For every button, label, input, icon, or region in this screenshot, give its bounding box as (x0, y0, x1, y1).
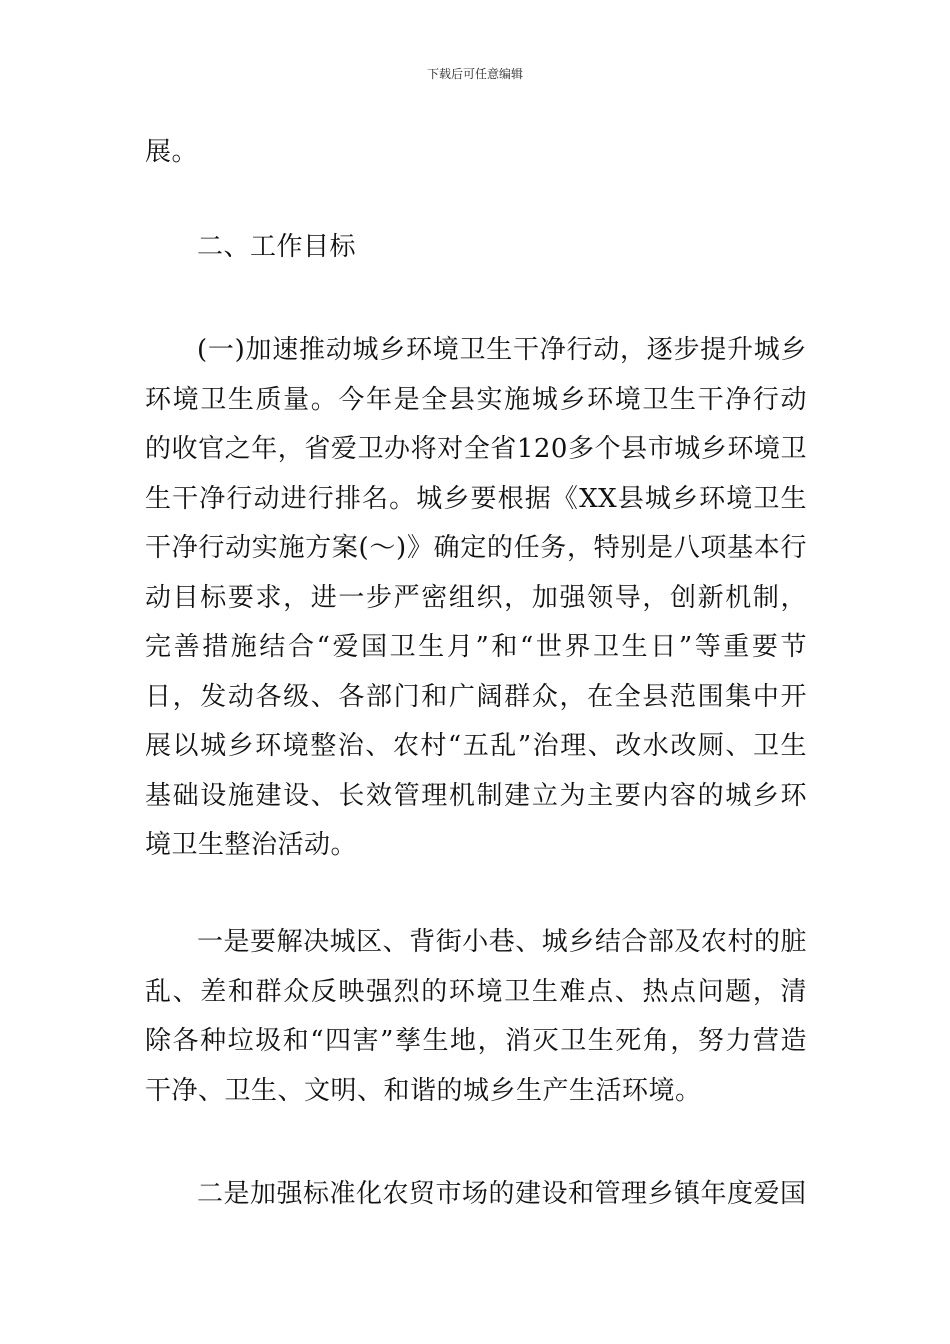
item-one-paragraph: 一是要解决城区、背街小巷、城乡结合部及农村的脏乱、差和群众反映强烈的环境卫生难点、热点问题，清除各种垃圾和“四害”孳生地，消灭卫生死角，努力营造干净、卫生、文明、和谐的城乡生产生活环境。 (145, 927, 807, 1106)
goal-one-paragraph: (一)加速推动城乡环境卫生干净行动，逐步提升城乡环境卫生质量。今年是全县实施城乡环境卫生干净行动的收官之年，省爱卫办将对全省120多个县市城乡环境卫生干净行动进行排名。城乡要根据《XX县城乡环境卫生干净行动实施方案(～)》确定的任务，特别是八项基本行动目标要求，进一步严密组织，加强领导，创新机制，完善措施结合“爱国卫生月”和“世界卫生日”等重要节日，发动各级、各部门和广阔群众，在全县范围集中开展以城乡环境整治、农村“五乱”治理、改水改厕、卫生基础设施建设、长效管理机制建立为主要内容的城乡环境卫生整治活动。 (145, 335, 807, 860)
continuation-paragraph: 展。 (145, 137, 199, 167)
section-heading: 二、工作目标 (197, 232, 357, 262)
page-header-note: 下载后可任意编辑 (426, 67, 523, 81)
item-two-paragraph: 二是加强标准化农贸市场的建设和管理乡镇年度爱国 (197, 1179, 807, 1209)
